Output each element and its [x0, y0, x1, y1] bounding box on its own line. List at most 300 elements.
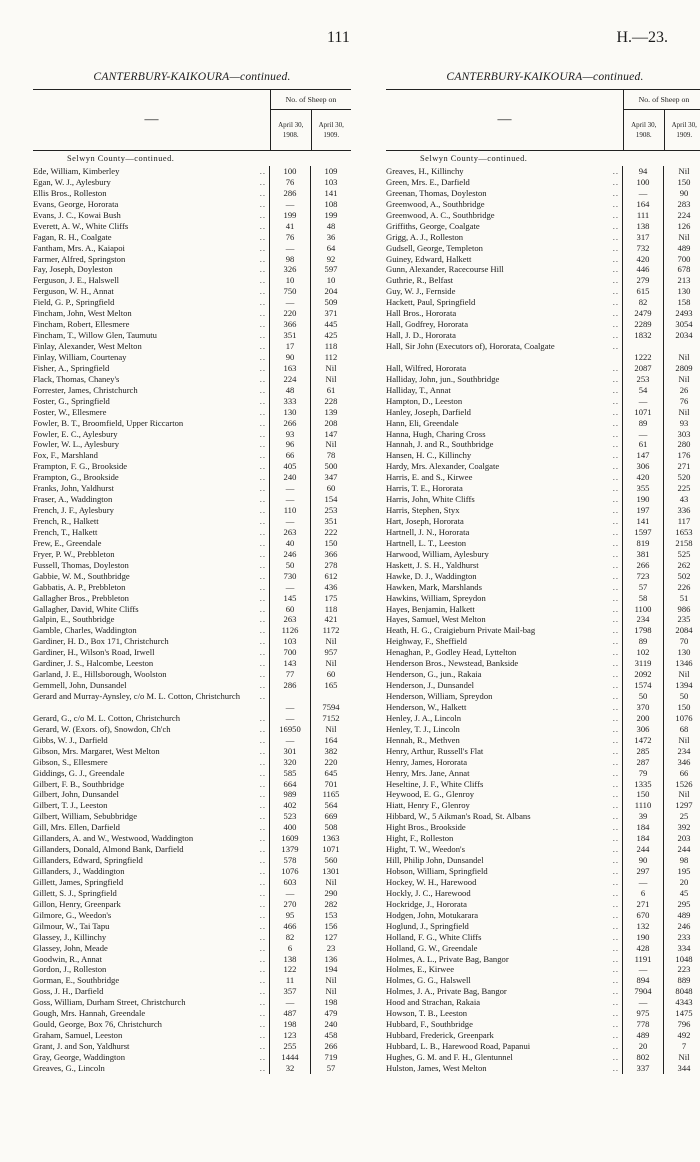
sheep-1909-cell: 7 — [663, 1041, 700, 1052]
table-row: Gillanders, Donald, Almond Bank, Darfield .. 1379 1071 — [33, 844, 351, 855]
owner-name: Gerard, W. (Exors. of), Snowdon, Ch'ch — [33, 723, 171, 734]
table-header — [33, 90, 351, 151]
sheep-1909-cell: 282 — [310, 899, 351, 910]
sheep-1909-cell: 290 — [310, 888, 351, 899]
sheep-1909-cell: 66 — [663, 768, 700, 779]
table-row: Hockridge, J., Hororata .. 271 295 — [386, 899, 700, 910]
sheep-1908-cell: — — [269, 888, 310, 899]
sheep-1909-cell: 25 — [663, 811, 700, 822]
sheep-1909-cell: 500 — [310, 461, 351, 472]
sheep-1908-cell: 1574 — [622, 680, 663, 691]
owner-name: Fagan, R. H., Coalgate — [33, 231, 112, 242]
sheep-1908-cell: 301 — [269, 746, 310, 757]
sheep-1908-cell: 266 — [269, 418, 310, 429]
sheep-1909-cell: 139 — [310, 407, 351, 418]
sheep-1909-cell: 234 — [663, 746, 700, 757]
table-row: Gallagher, David, White Cliffs .. 60 118 — [33, 604, 351, 615]
sheep-1908-cell: 466 — [269, 921, 310, 932]
table-row: Gillanders, Edward, Springfield .. 578 560 — [33, 855, 351, 866]
sheep-1909-cell: 382 — [310, 746, 351, 757]
table-row: Henderson Bros., Newstead, Bankside .. 3119 1346 — [386, 658, 700, 669]
owner-name: Fincham, John, West Melton — [33, 308, 132, 319]
owner-name: Henderson, William, Spreydon — [386, 691, 493, 702]
sheep-1908-cell: — — [269, 516, 310, 527]
sheep-1908-cell: 246 — [269, 549, 310, 560]
sheep-1908-cell: 220 — [269, 308, 310, 319]
owner-name: Holmes, E., Kirwee — [386, 964, 455, 975]
sheep-1908-cell: 523 — [269, 811, 310, 822]
sheep-1909-cell: 560 — [310, 855, 351, 866]
sheep-1908-cell: 420 — [622, 472, 663, 483]
sheep-1908-cell: 320 — [269, 757, 310, 768]
sheep-1909-cell: 150 — [663, 702, 700, 713]
table-row: Hoglund, J., Springfield .. 132 246 — [386, 921, 700, 932]
sheep-count-header: No. of Sheep on — [271, 90, 351, 110]
sheep-1909-cell: 220 — [310, 757, 351, 768]
sheep-1908-cell: 750 — [269, 286, 310, 297]
owner-name: Goss, J. H., Darfield — [33, 986, 104, 997]
sheep-1908-cell: 32 — [269, 1063, 310, 1074]
left-column — [33, 70, 351, 1074]
owner-name: Henley, T. J., Lincoln — [386, 723, 460, 734]
owner-name: Henaghan, P., Godley Head, Lyttelton — [386, 647, 517, 658]
date-1909-header: April 30, 1909. — [664, 110, 700, 150]
table-row: Guy, W. J., Fernside .. 615 130 — [386, 286, 700, 297]
sheep-1909-cell: 92 — [310, 254, 351, 265]
owner-name: Foster, W., Ellesmere — [33, 406, 107, 417]
sheep-1909-cell: 344 — [663, 1063, 700, 1074]
sheep-1909-cell: 7152 — [310, 713, 351, 724]
table-row: Everett, A. W., White Cliffs .. 41 48 — [33, 221, 351, 232]
owner-name: Harwood, William, Aylesbury — [386, 548, 489, 559]
sheep-1908-cell: 150 — [622, 789, 663, 800]
owner-name: Frew, E., Greendale — [33, 537, 102, 548]
table-row: Gemmell, John, Dunsandel .. 286 165 — [33, 680, 351, 691]
owner-name: Fisher, A., Springfield — [33, 362, 110, 373]
sheep-1908-cell: 16950 — [269, 724, 310, 735]
sheep-1908-cell: 79 — [622, 768, 663, 779]
sheep-1909-cell: 203 — [663, 833, 700, 844]
sheep-1908-cell: 77 — [269, 669, 310, 680]
owner-name: Fowler, B. T., Broomfield, Upper Riccarton — [33, 417, 184, 428]
table-row: Finlay, William, Courtenay .. 90 112 — [33, 352, 351, 363]
owner-name: Farmer, Alfred, Springston — [33, 253, 126, 264]
sheep-1908-cell: 40 — [269, 538, 310, 549]
owner-name: Hanley, Joseph, Darfield — [386, 406, 471, 417]
sheep-1909-cell: 509 — [310, 297, 351, 308]
owner-name: Gamble, Charles, Waddington — [33, 625, 137, 636]
sheep-1908-cell: 6 — [622, 888, 663, 899]
sheep-1909-cell: 224 — [663, 210, 700, 221]
sheep-1909-cell: 23 — [310, 943, 351, 954]
owner-name: Hubbard, Frederick, Greenpark — [386, 1030, 494, 1041]
table-row: Gallagher Bros., Prebbleton .. 145 175 — [33, 593, 351, 604]
owner-name: Hockridge, J., Hororata — [386, 898, 467, 909]
table-row: Glassey, John, Meade .. 6 23 — [33, 943, 351, 954]
sheep-1908-cell: 778 — [622, 1019, 663, 1030]
owner-name: Gardiner, H. D., Box 171, Christchurch — [33, 636, 169, 647]
sheep-1909-cell: Nil — [663, 166, 700, 177]
owner-name: Henderson, G., jun., Rakaia — [386, 669, 482, 680]
sheep-1909-cell: Nil — [663, 1052, 700, 1063]
table-row: Hawke, D. J., Waddington .. 723 502 — [386, 571, 700, 582]
column-title: CANTERBURY-KAIKOURA—continued. — [446, 70, 644, 83]
owner-name: Gough, Mrs. Hannah, Greendale — [33, 1008, 146, 1019]
section-heading: Selwyn County—continued. — [67, 154, 175, 163]
section-heading: Selwyn County—continued. — [420, 154, 528, 163]
sheep-1908-cell: 197 — [622, 505, 663, 516]
sheep-1909-cell: Nil — [663, 735, 700, 746]
table-row: Gilmour, W., Tai Tapu .. 466 156 — [33, 921, 351, 932]
sheep-1908-cell: 286 — [269, 680, 310, 691]
sheep-1909-cell: 175 — [310, 593, 351, 604]
sheep-1909-cell: 280 — [663, 439, 700, 450]
sheep-1908-cell: 98 — [269, 254, 310, 265]
sheep-1908-cell: 337 — [622, 1063, 663, 1074]
sheep-1909-cell: 50 — [663, 691, 700, 702]
table-row: Flack, Thomas, Chaney's .. 224 Nil — [33, 374, 351, 385]
owner-name: Haskett, J. S. H., Yaldhurst — [386, 559, 479, 570]
sheep-1908-cell: 1832 — [622, 330, 663, 341]
sheep-1909-cell: 271 — [663, 461, 700, 472]
sheep-1909-cell: 336 — [663, 505, 700, 516]
owner-name: Gabbie, W. M., Southbridge — [33, 570, 130, 581]
table-row: Grigg, A. J., Rolleston .. 317 Nil — [386, 232, 700, 243]
sheep-1908-cell: 7904 — [622, 986, 663, 997]
owner-name: Hayes, Benjamin, Halkett — [386, 603, 475, 614]
sheep-1908-cell: 164 — [622, 199, 663, 210]
table-row: Henley, T. J., Lincoln .. 306 68 — [386, 724, 700, 735]
table-row: Glassey, J., Killinchy .. 82 127 — [33, 932, 351, 943]
table-row: Gibbs, W. J., Darfield .. — 164 — [33, 735, 351, 746]
owner-name: Guy, W. J., Fernside — [386, 286, 456, 297]
sheep-1909-cell: 90 — [663, 188, 700, 199]
sheep-1909-cell: 165 — [310, 680, 351, 691]
owner-name: Ellis Bros., Rolleston — [33, 187, 107, 198]
table-row: Gilbert, F. B., Southbridge .. 664 701 — [33, 779, 351, 790]
sheep-1908-cell: 50 — [269, 560, 310, 571]
sheep-1908-cell: 355 — [622, 483, 663, 494]
table-row: Giddings, G. J., Greendale .. 585 645 — [33, 768, 351, 779]
sheep-1909-cell: 489 — [663, 910, 700, 921]
owner-name: Gilmore, G., Weedon's — [33, 909, 112, 920]
owner-name: French, J. F., Aylesbury — [33, 505, 114, 516]
table-row: Gerard, W. (Exors. of), Snowdon, Ch'ch .. 16950 Nil — [33, 724, 351, 735]
table-row: Hight Bros., Brookside .. 184 392 — [386, 822, 700, 833]
sheep-1908-cell: 57 — [622, 582, 663, 593]
owner-name: Griffiths, George, Coalgate — [386, 220, 480, 231]
owner-name: Henry, Mrs. Jane, Annat — [386, 767, 470, 778]
table-row: Gibson, S., Ellesmere .. 320 220 — [33, 757, 351, 768]
sheep-1909-cell: Nil — [310, 975, 351, 986]
table-row: Henderson, J., Dunsandel .. 1574 1394 — [386, 680, 700, 691]
sheep-1909-cell: 118 — [310, 341, 351, 352]
sheep-1909-cell: 108 — [310, 199, 351, 210]
owner-name: French, R., Halkett — [33, 516, 99, 526]
sheep-1908-cell: — — [622, 997, 663, 1008]
owner-name: Hodgen, John, Motukarara — [386, 909, 479, 920]
table-row: Gorman, E., Southbridge .. 11 Nil — [33, 975, 351, 986]
sheep-1908-cell: 10 — [269, 275, 310, 286]
owner-name: Gabbatis, A. P., Prebbleton — [33, 581, 126, 592]
owner-name: Hockey, W. H., Harewood — [386, 876, 477, 887]
owner-name: French, T., Halkett — [33, 526, 98, 537]
owner-name: Hall, J. D., Hororata — [386, 330, 456, 341]
sheep-1909-cell: 153 — [310, 910, 351, 921]
sheep-1908-cell: 1798 — [622, 625, 663, 636]
sheep-1909-cell: 204 — [310, 286, 351, 297]
sheep-1909-cell: 176 — [663, 450, 700, 461]
owner-name: Gillanders, Edward, Springfield — [33, 855, 143, 866]
owner-name: Ferguson, W. H., Annat — [33, 286, 114, 297]
sheep-1908-cell: 199 — [269, 210, 310, 221]
sheep-1908-cell: 402 — [269, 800, 310, 811]
sheep-1908-cell: 989 — [269, 789, 310, 800]
sheep-1908-cell: 143 — [269, 658, 310, 669]
owner-name: Holmes, J. A., Private Bag, Bangor — [386, 986, 507, 997]
table-row: Evans, George, Hororata .. — 108 — [33, 199, 351, 210]
table-row: Garland, J. E., Hillsborough, Woolston .. 77 60 — [33, 669, 351, 680]
owner-name: Gillon, Henry, Greenpark — [33, 898, 121, 909]
table-row: Hall Bros., Hororata .. 2479 2493 — [386, 308, 700, 319]
sheep-1908-cell: 603 — [269, 877, 310, 888]
sheep-1908-cell: — — [269, 997, 310, 1008]
owner-name: Garland, J. E., Hillsborough, Woolston — [33, 669, 167, 680]
sheep-1908-cell: 1597 — [622, 527, 663, 538]
sheep-1908-cell: 123 — [269, 1030, 310, 1041]
sheep-1908-cell: 306 — [622, 724, 663, 735]
table-row: Gillett, James, Springfield .. 603 Nil — [33, 877, 351, 888]
sheep-1909-cell: 226 — [663, 582, 700, 593]
sheep-1909-cell: 126 — [663, 221, 700, 232]
sheep-1908-cell: 95 — [269, 910, 310, 921]
sheep-1909-cell: 458 — [310, 1030, 351, 1041]
sheep-1908-cell: 270 — [269, 899, 310, 910]
owner-name: Flack, Thomas, Chaney's — [33, 373, 120, 384]
sheep-1908-cell: — — [622, 964, 663, 975]
owner-name: Gudsell, George, Templeton — [386, 242, 483, 253]
sheep-1908-cell: 132 — [622, 921, 663, 932]
sheep-1908-cell: — — [269, 494, 310, 505]
sheep-1909-cell: 61 — [310, 385, 351, 396]
date-1908-header: April 30, 1908. — [631, 121, 657, 139]
table-row: Fay, Joseph, Doyleston .. 326 597 — [33, 264, 351, 275]
table-row: Hobson, William, Springfield .. 297 195 — [386, 866, 700, 877]
table-row: Harris, Stephen, Styx .. 197 336 — [386, 505, 700, 516]
table-row: Frampton, G., Brookside .. 240 347 — [33, 472, 351, 483]
table-row: Guthrie, R., Belfast .. 279 213 — [386, 275, 700, 286]
sheep-1908-cell: — — [269, 243, 310, 254]
table-row: Gordon, J., Rolleston .. 122 194 — [33, 964, 351, 975]
owner-name: Hann, Eli, Greendale — [386, 417, 459, 428]
sheep-1908-cell: 894 — [622, 975, 663, 986]
sheep-1909-cell: 1363 — [310, 833, 351, 844]
table-row: Holland, G. W., Greendale .. 428 334 — [386, 943, 700, 954]
sheep-1908-cell: 333 — [269, 396, 310, 407]
table-row: Holmes, J. A., Private Bag, Bangor .. 7904 8048 — [386, 986, 700, 997]
table-row: Heath, H. G., Craigieburn Private Mail-bag .. 1798 2084 — [386, 625, 700, 636]
sheep-1908-cell: 163 — [269, 363, 310, 374]
table-row: French, J. F., Aylesbury .. 110 253 — [33, 505, 351, 516]
owner-name: Glassey, J., Killinchy — [33, 931, 107, 942]
sheep-1909-cell: 525 — [663, 549, 700, 560]
sheep-1909-cell: 8048 — [663, 986, 700, 997]
sheep-1909-cell: 436 — [310, 582, 351, 593]
table-row: Henley, J. A., Lincoln .. 200 1076 — [386, 713, 700, 724]
table-row: Foster, G., Springfield .. 333 228 — [33, 396, 351, 407]
sheep-1908-cell: 184 — [622, 822, 663, 833]
table-row: Fowler, B. T., Broomfield, Upper Riccarton .. 266 208 — [33, 418, 351, 429]
sheep-1909-cell: Nil — [663, 669, 700, 680]
table-row: Griffiths, George, Coalgate .. 138 126 — [386, 221, 700, 232]
sheep-1909-cell: 508 — [310, 822, 351, 833]
table-row: Goss, William, Durham Street, Christchurch .. — 198 — [33, 997, 351, 1008]
owner-name: Hulston, James, West Melton — [386, 1062, 487, 1073]
sheep-1908-cell: 198 — [269, 1019, 310, 1030]
sheep-1909-cell: 26 — [663, 385, 700, 396]
sheep-1908-cell: 190 — [622, 494, 663, 505]
owner-name: Hall, Sir John (Executors of), Hororata, Coalgate — [386, 341, 555, 351]
table-row: Hubbard, Frederick, Greenpark .. 489 492 — [386, 1030, 700, 1041]
table-row: Halliday, John, jun., Southbridge .. 253 Nil — [386, 374, 700, 385]
sheep-1909-cell: 347 — [310, 472, 351, 483]
sheep-1908-cell: — — [622, 429, 663, 440]
sheep-1909-cell: 1071 — [310, 844, 351, 855]
table-row: Hartnell, L. T., Leeston .. 819 2158 — [386, 538, 700, 549]
owner-name: Frampton, F. G., Brookside — [33, 461, 128, 472]
table-row: Fussell, Thomas, Doyleston .. 50 278 — [33, 560, 351, 571]
table-row: Hockly, J. C., Harewood .. 6 45 — [386, 888, 700, 899]
owner-name: Everett, A. W., White Cliffs — [33, 220, 129, 231]
table-row: Ferguson, J. E., Halswell .. 10 10 — [33, 275, 351, 286]
owner-name: Henley, J. A., Lincoln — [386, 712, 462, 723]
sheep-1908-cell: 130 — [269, 407, 310, 418]
owner-name: Fox, F., Marshland — [33, 450, 98, 461]
table-row: Greenan, Thomas, Doyleston .. — 90 — [386, 188, 700, 199]
owner-name: Foster, G., Springfield — [33, 395, 110, 406]
table-row: Gamble, Charles, Waddington .. 1126 1172 — [33, 625, 351, 636]
table-row: Evans, J. C., Kowai Bush .. 199 199 — [33, 210, 351, 221]
table-row: Goss, J. H., Darfield .. 357 Nil — [33, 986, 351, 997]
sheep-1908-cell: 400 — [269, 822, 310, 833]
sheep-1909-cell: 1172 — [310, 625, 351, 636]
sheep-1908-cell: 351 — [269, 330, 310, 341]
sheep-1908-cell: — — [622, 877, 663, 888]
table-row: French, T., Halkett .. 263 222 — [33, 527, 351, 538]
sheep-1909-cell: 366 — [310, 549, 351, 560]
sheep-1908-cell: 90 — [622, 855, 663, 866]
owner-name: Gillanders, Donald, Almond Bank, Darfield — [33, 844, 184, 855]
table-row: Galpin, E., Southbridge .. 263 421 — [33, 614, 351, 625]
owner-name: Hiatt, Henry F., Glenroy — [386, 800, 470, 811]
sheep-1908-cell: 1126 — [269, 625, 310, 636]
table-row: Finlay, Alexander, West Melton .. 17 118 — [33, 341, 351, 352]
owner-name: Gallagher, David, White Cliffs — [33, 603, 139, 614]
sheep-1908-cell: 200 — [622, 713, 663, 724]
sheep-1909-cell: 60 — [310, 483, 351, 494]
owner-name: Gray, George, Waddington — [33, 1051, 125, 1062]
sheep-1909-cell: 70 — [663, 636, 700, 647]
sheep-1908-cell: 700 — [269, 647, 310, 658]
table-row: Gabbie, W. M., Southbridge .. 730 612 — [33, 571, 351, 582]
sheep-1908-cell: 234 — [622, 614, 663, 625]
table-row: Ede, William, Kimberley .. 100 109 — [33, 166, 351, 177]
owner-name: Hughes, G. M. and F. H., Glentunnel — [386, 1051, 513, 1062]
sheep-1909-cell: 564 — [310, 800, 351, 811]
owner-name: Halliday, John, jun., Southbridge — [386, 373, 500, 384]
table-row: Hanley, Joseph, Darfield .. 1071 Nil — [386, 407, 700, 418]
table-row: Hiatt, Henry F., Glenroy .. 1110 1297 — [386, 800, 700, 811]
table-row: Hawkins, William, Spreydon .. 58 51 — [386, 593, 700, 604]
sheep-1909-cell: 57 — [310, 1063, 351, 1074]
sheep-1909-cell: Nil — [663, 789, 700, 800]
table-row: Ferguson, W. H., Annat .. 750 204 — [33, 286, 351, 297]
sheep-1909-cell: 889 — [663, 975, 700, 986]
sheep-1908-cell: 1472 — [622, 735, 663, 746]
owner-name: Fantham, Mrs. A., Kaiapoi — [33, 242, 125, 253]
sheep-1909-cell: 103 — [310, 177, 351, 188]
owner-name: Green, Mrs. E., Darfield — [386, 176, 470, 187]
table-row: Hockey, W. H., Harewood .. — 20 — [386, 877, 700, 888]
table-row: Field, G. P., Springfield .. — 509 — [33, 297, 351, 308]
table-row: Gudsell, George, Templeton .. 732 489 — [386, 243, 700, 254]
sheep-1908-cell: 266 — [622, 560, 663, 571]
owner-name: Ferguson, J. E., Halswell — [33, 275, 120, 286]
sheep-1908-cell: 287 — [622, 757, 663, 768]
sheep-1909-cell: 612 — [310, 571, 351, 582]
sheep-1909-cell: 147 — [310, 429, 351, 440]
sheep-1909-cell: 244 — [663, 844, 700, 855]
sheep-1908-cell: — — [269, 199, 310, 210]
owner-name: Hockly, J. C., Harewood — [386, 887, 471, 898]
owner-name: Guthrie, R., Belfast — [386, 275, 454, 286]
owner-name: Greenan, Thomas, Doyleston — [386, 187, 487, 198]
table-row: Hannah, J. and R., Southbridge .. 61 280 — [386, 439, 700, 450]
table-row: Halliday, T., Annat .. 54 26 — [386, 385, 700, 396]
sheep-1909-cell: Nil — [663, 341, 700, 363]
sheep-1908-cell: 58 — [622, 593, 663, 604]
owner-name: Fussell, Thomas, Doyleston — [33, 559, 129, 570]
sheep-1909-cell: Nil — [310, 374, 351, 385]
table-row: Gilbert, William, Sebubbridge .. 523 669 — [33, 811, 351, 822]
name-header: — — [386, 90, 624, 150]
owner-name: Hight Bros., Brookside — [386, 822, 466, 833]
owner-name: Fay, Joseph, Doyleston — [33, 264, 113, 275]
sheep-1909-cell: 1475 — [663, 1008, 700, 1019]
sheep-1908-cell: 1071 — [622, 407, 663, 418]
owner-name: Egan, W. J., Aylesbury — [33, 176, 111, 187]
sheep-1908-cell: 255 — [269, 1041, 310, 1052]
sheep-1908-cell: 285 — [622, 746, 663, 757]
owner-name: Hardy, Mrs. Alexander, Coalgate — [386, 461, 500, 472]
sheep-1909-cell: 2084 — [663, 625, 700, 636]
date-1909-header: April 30, 1909. — [311, 110, 352, 150]
owner-name: Hall, Godfrey, Hororata — [386, 319, 469, 330]
sheep-1909-cell: 796 — [663, 1019, 700, 1030]
sheep-1909-cell: 158 — [663, 297, 700, 308]
table-row: Ellis Bros., Rolleston .. 286 141 — [33, 188, 351, 199]
sheep-1909-cell: 1526 — [663, 779, 700, 790]
owner-name: Harris, T. E., Hororata — [386, 483, 463, 494]
owner-name: Hawken, Mark, Marshlands — [386, 581, 482, 592]
sheep-1908-cell: 819 — [622, 538, 663, 549]
table-row: Hibbard, W., 5 Aikman's Road, St. Albans .. 39 25 — [386, 811, 700, 822]
owner-name: Finlay, Alexander, West Melton — [33, 341, 142, 351]
sheep-1909-cell: 678 — [663, 264, 700, 275]
table-row: Hann, Eli, Greendale .. 89 93 — [386, 418, 700, 429]
page-number: 111 — [327, 29, 350, 46]
table-row: Greaves, G., Lincoln .. 32 57 — [33, 1063, 351, 1074]
